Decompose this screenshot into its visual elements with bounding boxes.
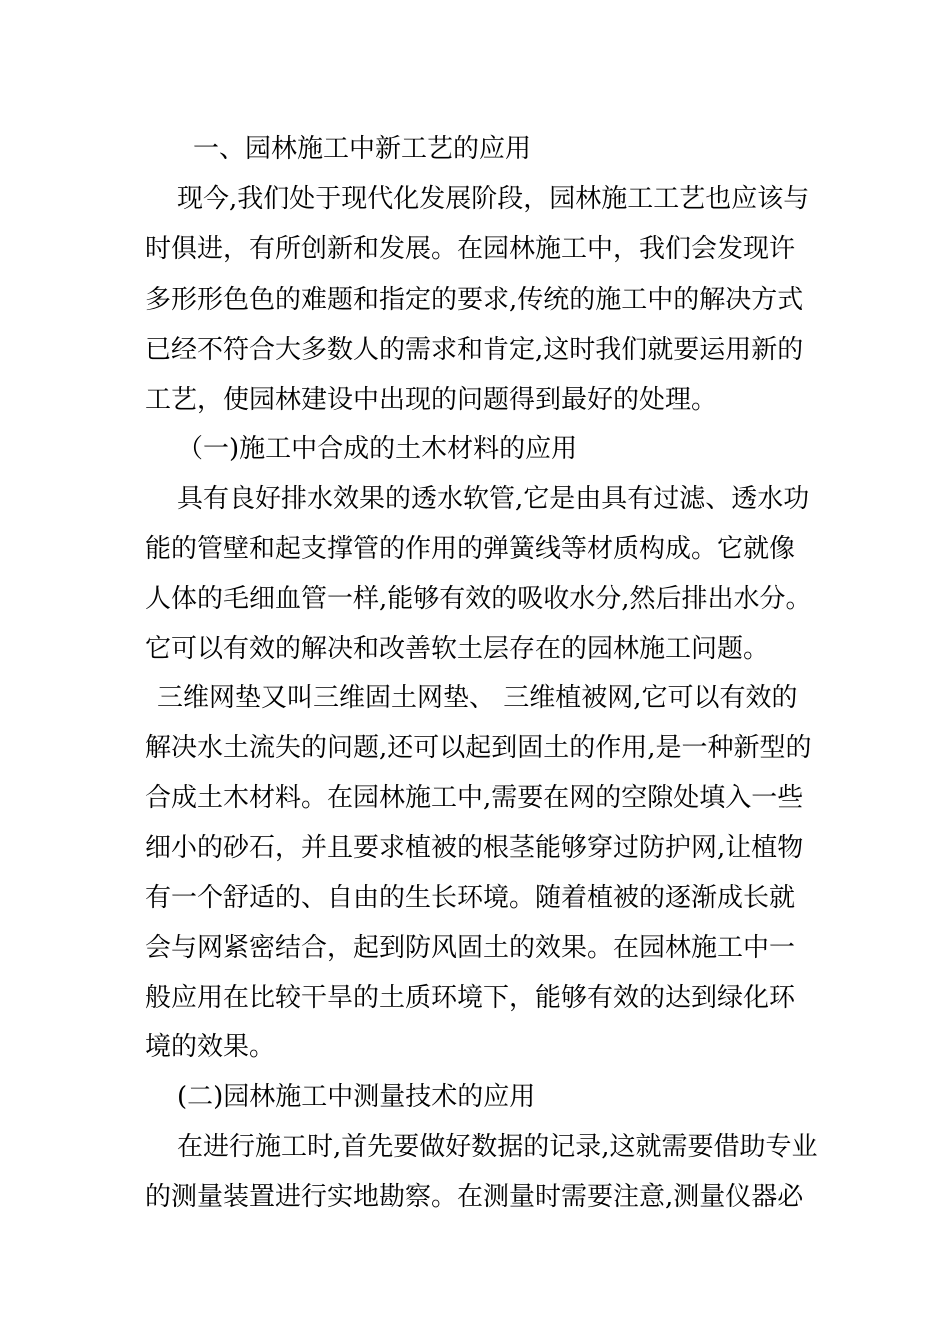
- paragraph-1-line-3: 多形形色色的难题和指定的要求,传统的施工中的解决方式: [145, 285, 804, 315]
- paragraph-2-line-1: 具有良好排水效果的透水软管,它是由具有过滤、透水功: [177, 484, 810, 514]
- section-heading-1: 一、园林施工中新工艺的应用: [193, 134, 532, 164]
- paragraph-3-line-2: 解决水土流失的问题,还可以起到固土的作用,是一种新型的: [145, 733, 812, 763]
- paragraph-3-line-6: 会与网紧密结合，起到防风固土的效果。在园林施工中一: [145, 933, 796, 963]
- paragraph-1-line-2: 时俱进，有所创新和发展。在园林施工中，我们会发现许: [145, 234, 796, 264]
- paragraph-3-line-5: 有一个舒适的、自由的生长环境。随着植被的逐渐成长就: [145, 883, 796, 913]
- paragraph-2-line-3: 人体的毛细血管一样,能够有效的吸收水分,然后排出水分。: [145, 584, 812, 614]
- subsection-heading-2: (二)园林施工中测量技术的应用: [177, 1082, 536, 1112]
- paragraph-1-line-4: 已经不符合大多数人的需求和肯定,这时我们就要运用新的: [145, 335, 804, 365]
- paragraph-3-line-4: 细小的砂石，并且要求植被的根茎能够穿过防护网,让植物: [145, 833, 804, 863]
- paragraph-2-line-4: 它可以有效的解决和改善软土层存在的园林施工问题。: [145, 634, 770, 664]
- paragraph-1-line-5: 工艺，使园林建设中出现的问题得到最好的处理。: [145, 385, 718, 415]
- paragraph-2-line-2: 能的管壁和起支撑管的作用的弹簧线等材质构成。它就像: [145, 534, 796, 564]
- paragraph-1-line-1: 现今,我们处于现代化发展阶段，园林施工工艺也应该与: [177, 184, 810, 214]
- paragraph-3-line-8: 境的效果。: [145, 1032, 276, 1062]
- subsection-heading-1: （一)施工中合成的土木材料的应用: [177, 434, 578, 464]
- paragraph-4-line-2: 的测量装置进行实地勘察。在测量时需要注意,测量仪器必: [145, 1182, 804, 1212]
- paragraph-4-line-1: 在进行施工时,首先要做好数据的记录,这就需要借助专业: [177, 1132, 818, 1162]
- paragraph-3-line-1: 三维网垫又叫三维固土网垫、 三维植被网,它可以有效的: [157, 683, 798, 713]
- paragraph-3-line-3: 合成土木材料。在园林施工中,需要在网的空隙处填入一些: [145, 783, 804, 813]
- paragraph-3-line-7: 般应用在比较干旱的土质环境下，能够有效的达到绿化环: [145, 983, 796, 1013]
